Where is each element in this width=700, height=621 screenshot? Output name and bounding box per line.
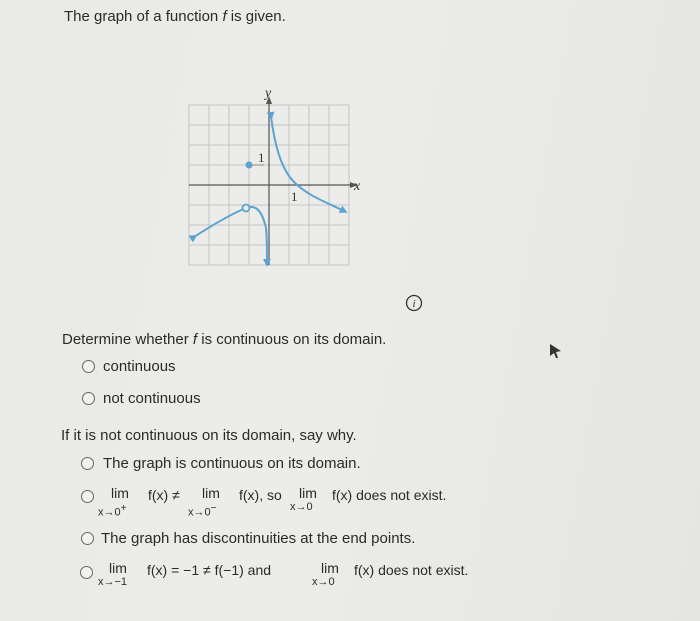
option-b-lim2: lim (202, 485, 220, 501)
graph-svg (186, 86, 366, 272)
part1-prompt (62, 331, 386, 348)
y-tick-label: 1 (258, 150, 265, 165)
option-d-lim2: lim (321, 560, 339, 576)
radio-option-a[interactable] (81, 457, 94, 470)
option-not-continuous-label[interactable]: not continuous (103, 390, 201, 407)
isolated-point (246, 162, 253, 169)
option-d-text1: f(x) = −1 ≠ f(−1) and (147, 562, 272, 578)
radio-not-continuous[interactable] (82, 392, 95, 405)
part1-prompt-prefix: Determine whether (62, 331, 193, 348)
cursor-icon (549, 343, 563, 364)
open-point (243, 205, 250, 212)
option-d-text2: f(x) does not exist. (354, 562, 469, 578)
function-graph (186, 86, 366, 272)
title-suffix: is given. (226, 8, 286, 25)
option-a-label[interactable]: The graph is continuous on its domain. (103, 455, 361, 472)
option-d-lim2-sub: x→0 (312, 576, 335, 588)
option-b-fx3: f(x) does not exist. (332, 487, 447, 503)
x-axis-label: x (354, 179, 361, 194)
option-b-lim3: lim (299, 485, 317, 501)
question-title (64, 8, 286, 25)
option-b-lim3-sub: x→0 (290, 501, 313, 513)
option-c-label[interactable]: The graph has discontinuities at the end points. (101, 530, 416, 547)
radio-option-b[interactable] (81, 490, 94, 503)
x-tick-label: 1 (291, 189, 298, 204)
option-b-lim2-sub: x→0− (188, 503, 217, 519)
part1-prompt-var: f (192, 331, 198, 348)
part2-prompt: If it is not continuous on its domain, say why. (61, 427, 357, 444)
option-b-lim1-sub: x→0+ (98, 503, 127, 519)
option-b-fx2: f(x), so (239, 487, 282, 503)
svg-text:i: i (412, 298, 416, 310)
option-b-fx1: f(x) ≠ (148, 487, 180, 503)
part1-prompt-suffix: is continuous on its domain. (197, 331, 387, 348)
title-var: f (222, 8, 227, 25)
info-icon[interactable] (405, 294, 423, 312)
option-d-lim1: lim (109, 560, 127, 576)
option-b-lim1: lim (111, 485, 129, 501)
radio-continuous[interactable] (82, 360, 95, 373)
option-d-lim1-sub: x→−1 (98, 576, 128, 588)
option-continuous-label[interactable]: continuous (103, 358, 176, 375)
radio-option-c[interactable] (81, 532, 94, 545)
y-axis-label: y (265, 86, 272, 101)
title-prefix: The graph of a function (64, 8, 223, 25)
radio-option-d[interactable] (80, 566, 93, 579)
